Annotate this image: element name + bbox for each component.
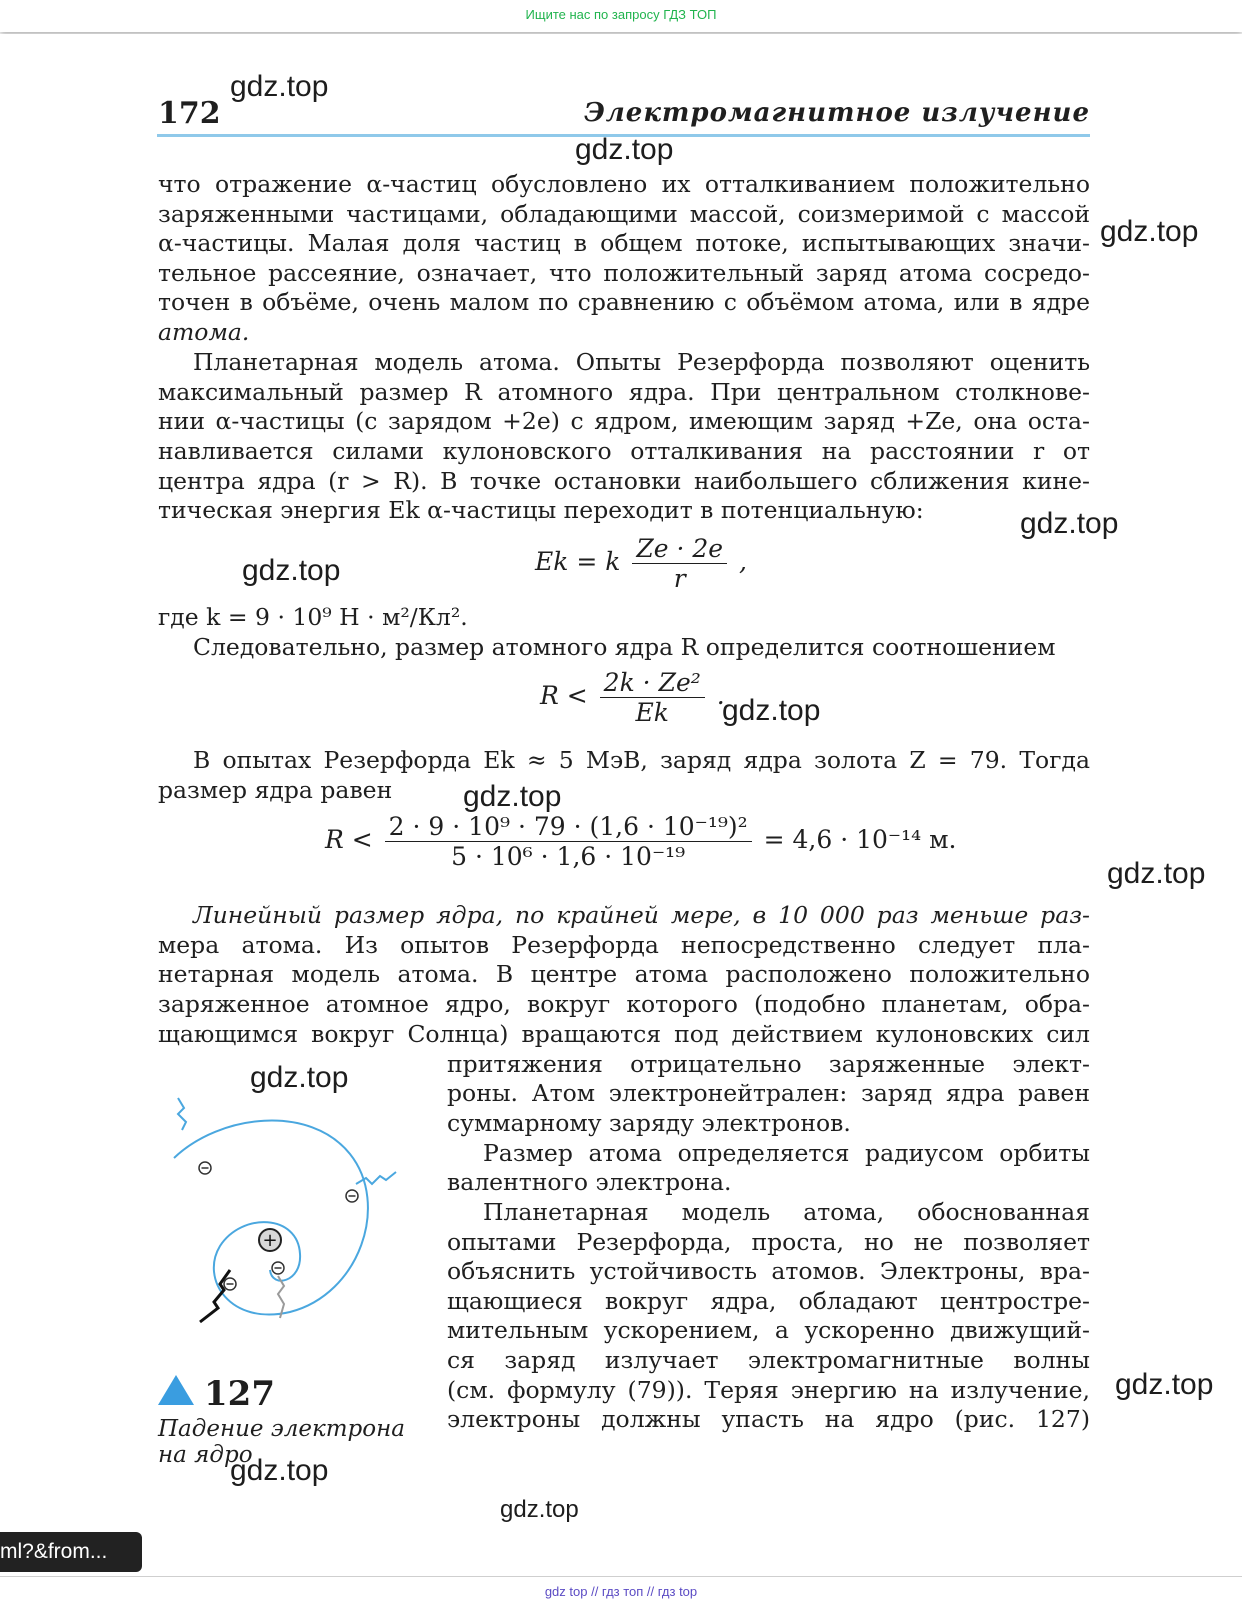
electron: [199, 1162, 211, 1174]
formula-denominator: Ek: [635, 698, 669, 727]
formula-tail: .: [716, 681, 725, 710]
footer-links[interactable]: gdz top // гдз топ // гдз top: [544, 1584, 698, 1599]
text-line: суммарному заряду электронов.: [447, 1109, 851, 1137]
text-line: щающиеся вокруг ядра, обладают центростре-: [447, 1287, 1090, 1315]
text-line: электроны должны упасть на ядро (рис. 127): [447, 1405, 1090, 1433]
text-line: Планетарная модель атома, обоснованная: [483, 1198, 1090, 1226]
text-line: тическая энергия Ek α-частицы переходит в потенциальную:: [158, 496, 924, 524]
formula-lhs: R <: [540, 681, 588, 710]
formula-nucleus-size: [540, 668, 725, 727]
watermark: gdz.top: [575, 133, 674, 166]
text-line: мительным ускорением, а ускоренно движущий-: [447, 1316, 1090, 1344]
text-line: Следовательно, размер атомного ядра R определится соотношением: [193, 633, 1056, 661]
watermark: gdz.top: [722, 694, 821, 727]
electron: [224, 1278, 236, 1290]
electron: [346, 1190, 358, 1202]
watermark: gdz.top: [1100, 215, 1199, 248]
formula-numerator: Ze · 2e: [632, 534, 727, 564]
text-line: валентного электрона.: [447, 1168, 732, 1196]
formula-tail: ,: [739, 547, 747, 576]
atom-spiral-figure: [160, 1084, 420, 1384]
text-line: щающимся вокруг Солнца) вращаются под действием кулоновских сил: [158, 1020, 1090, 1048]
text-line: нетарная модель атома. В центре атома расположено положительно: [158, 960, 1090, 988]
text-line: тельное рассеяние, означает, что положительный заряд атома сосредо-: [158, 259, 1090, 287]
text-line: притяжения отрицательно заряженные элект-: [447, 1050, 1090, 1078]
text-line: максимальный размер R атомного ядра. При центральном столкнове-: [158, 378, 1090, 406]
watermark: gdz.top: [1020, 507, 1119, 540]
text-line: центра ядра (r > R). В точке остановки наибольшего сближения кине-: [158, 467, 1090, 495]
formula-numerator: 2 · 9 · 10⁹ · 79 · (1,6 · 10⁻¹⁹)²: [385, 812, 752, 842]
browser-url-tab[interactable]: ml?&from...: [0, 1532, 142, 1572]
text-line: где k = 9 · 10⁹ Н · м²/Кл².: [158, 603, 468, 631]
formula-lhs: R <: [325, 825, 373, 854]
text-line: точен в объёме, очень малом по сравнению с объёмом атома, или в ядре: [158, 288, 1090, 316]
text-line: нии α-частицы (с зарядом +2e) с ядром, имеющим заряд +Ze, она оста-: [158, 407, 1090, 435]
caption-line: Падение электрона: [158, 1416, 405, 1442]
nucleus-symbol-text: +: [262, 1230, 278, 1251]
watermark: gdz.top: [242, 554, 341, 587]
text-line: заряженное атомное ядро, вокруг которого (подобно планетам, обра-: [158, 990, 1090, 1018]
text-line: размер ядра равен: [158, 776, 393, 804]
text-line: α-частицы. Малая доля частиц в общем потоке, испытывающих значи-: [158, 229, 1090, 257]
formula-numerator: 2k · Ze²: [600, 668, 705, 698]
formula-kinetic-energy: [535, 534, 747, 593]
text-line: роны. Атом электронейтрален: заряд ядра равен: [447, 1079, 1090, 1107]
formula-fraction: [632, 534, 727, 593]
top-banner: [0, 0, 1242, 32]
triangle-icon: [158, 1375, 194, 1405]
watermark: gdz.top: [500, 1496, 579, 1523]
formula-denominator: r: [673, 564, 686, 593]
formula-lhs: Ek = k: [535, 547, 621, 576]
electron: [272, 1262, 284, 1274]
footer-bar: [0, 1576, 1242, 1611]
formula-denominator: 5 · 10⁶ · 1,6 · 10⁻¹⁹: [451, 842, 686, 871]
text-line: (см. формулу (79)). Теряя энергию на излучение,: [447, 1376, 1090, 1404]
text-line: ся заряд излучает электромагнитные волны: [447, 1346, 1090, 1374]
text-line: Линейный размер ядра, по крайней мере, в 10 000 раз меньше раз-: [193, 901, 1090, 929]
inner-wave: [278, 1276, 284, 1318]
electron-spiral-orbit: [174, 1121, 368, 1315]
page-number: 172: [158, 96, 221, 131]
watermark: gdz.top: [463, 780, 562, 813]
watermark: gdz.top: [1115, 1368, 1214, 1401]
watermark: gdz.top: [250, 1061, 349, 1094]
caption-line: на ядро: [158, 1442, 253, 1468]
formula-calculation: [325, 812, 957, 871]
watermark: gdz.top: [230, 70, 329, 103]
text-line: Планетарная модель атома. Опыты Резерфорда позволяют оценить: [193, 348, 1090, 376]
text-line: атома.: [158, 318, 250, 346]
text-line: мера атома. Из опытов Резерфорда непосредственно следует пла-: [158, 931, 1090, 959]
figure-number-text: 127: [204, 1374, 275, 1414]
figure-number: [158, 1374, 275, 1414]
text-line: что отражение α-частиц обусловлено их отталкиванием положительно: [158, 170, 1090, 198]
incoming-wave: [178, 1098, 186, 1130]
formula-tail: = 4,6 · 10⁻¹⁴ м.: [763, 825, 957, 854]
text-line: заряженными частицами, обладающими массой, соизмеримой с массой: [158, 200, 1090, 228]
formula-fraction: [600, 668, 705, 727]
banner-text[interactable]: Ищите нас по запросу ГДЗ ТОП: [525, 7, 717, 22]
watermark: gdz.top: [1107, 857, 1206, 890]
watermark: gdz.top: [230, 1454, 329, 1487]
text-line: Размер атома определяется радиусом орбиты: [483, 1139, 1090, 1167]
text-line: опытами Резерфорда, проста, но не позволяет: [447, 1228, 1090, 1256]
textbook-page: [0, 34, 1242, 1572]
formula-fraction: [385, 812, 752, 871]
chapter-title: Электромагнитное излучение: [584, 98, 1090, 128]
text-line: В опытах Резерфорда Ek ≈ 5 МэВ, заряд ядра золота Z = 79. Тогда: [193, 746, 1090, 774]
text-line: объяснить устойчивость атомов. Электроны, вра-: [447, 1257, 1090, 1285]
text-line: навливается силами кулоновского отталкивания на расстоянии r от: [158, 437, 1090, 465]
